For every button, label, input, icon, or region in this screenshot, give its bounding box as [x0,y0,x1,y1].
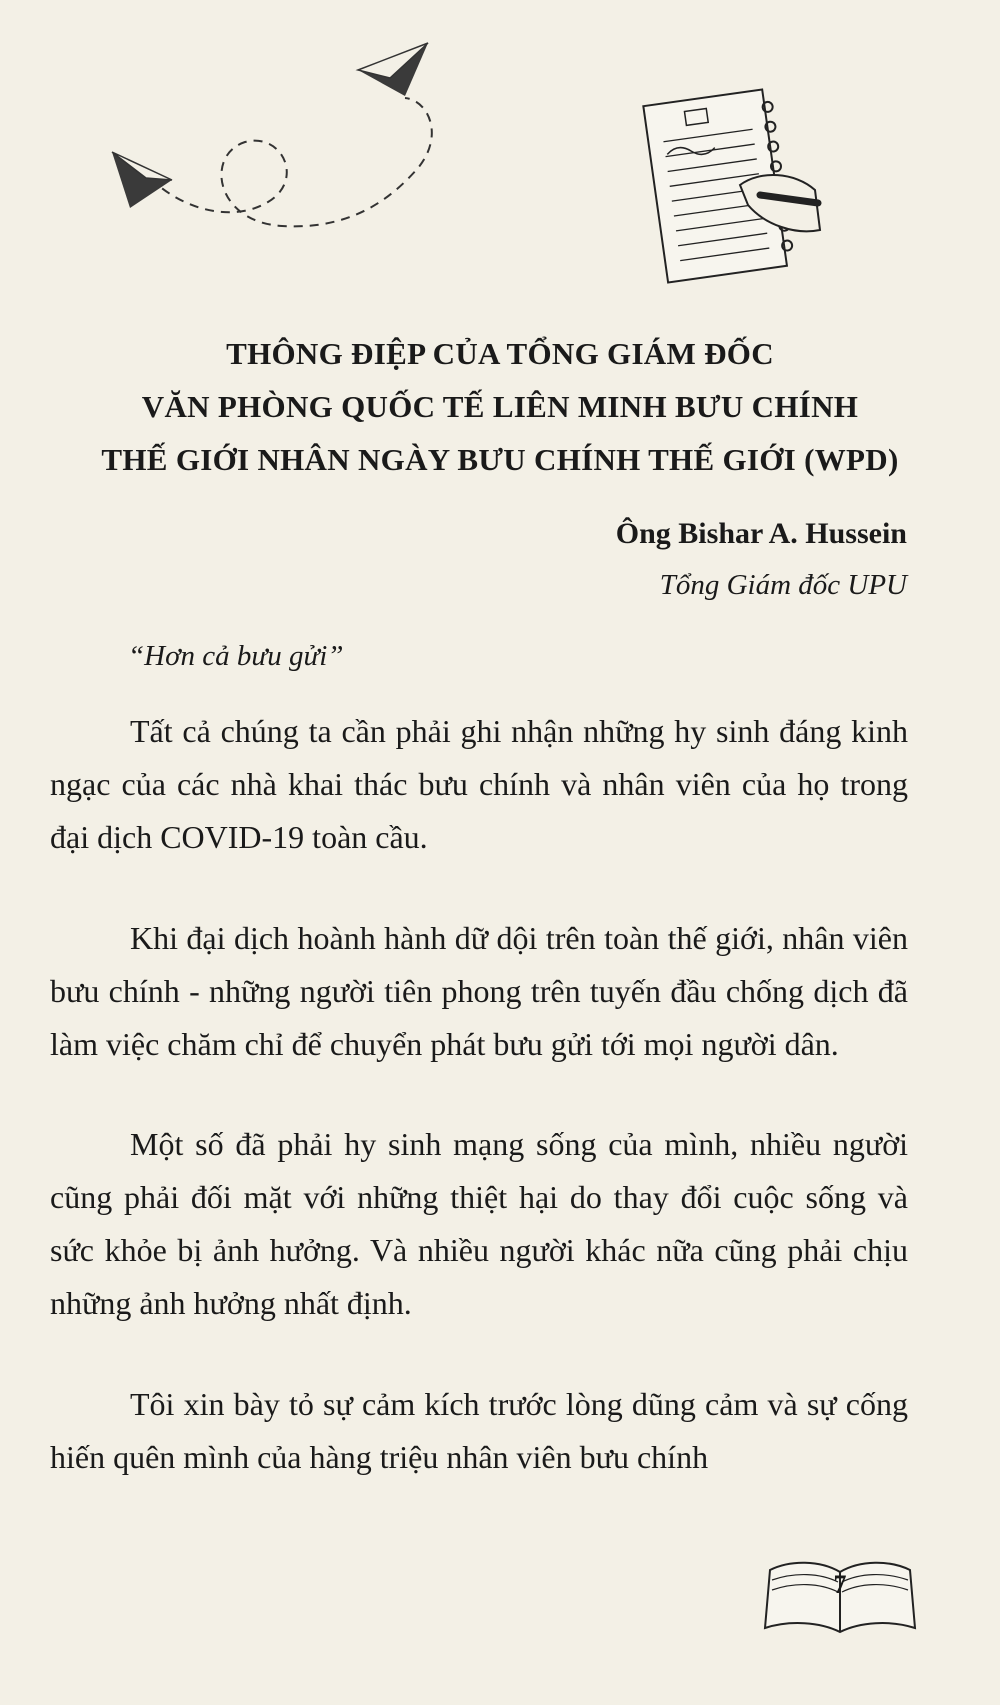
notepad-writing-hand-icon [643,88,820,282]
body-paragraph: Một số đã phải hy sinh mạng sống của mình, nhiều người cũng phải đối mặt với những thiệt hại do thay đổi cuộc sống và sức khỏe bị ảnh hưởng. Và nhiều người khác nữa cũng phải chịu những ảnh hưởng nhất định. [50,1126,908,1321]
body-paragraph: Tất cả chúng ta cần phải ghi nhận những hy sinh đáng kinh ngạc của các nhà khai thác bưu chính và nhân viên của họ trong đại dịch COVID-19 toàn cầu. [50,713,908,855]
title-line-3: THẾ GIỚI NHÂN NGÀY BƯU CHÍNH THẾ GIỚI (WPD) [101,442,899,477]
paper-plane-icon [358,43,428,96]
paper-plane-icon [112,152,172,208]
page-number: 7 [833,1570,847,1599]
author-name: Ông Bishar A. Hussein [615,517,907,550]
header-illustration [0,0,1000,330]
epigraph: “Hơn cả bưu gửi” [128,640,344,672]
body-paragraph: Khi đại dịch hoành hành dữ dội trên toàn thế giới, nhân viên bưu chính - những người tiên phong trên tuyến đầu chống dịch đã làm việc chăm chỉ để chuyển phát bưu gửi tới mọi người dân. [50,920,908,1062]
dashed-flight-path [150,98,432,226]
body-paragraph: Tôi xin bày tỏ sự cảm kích trước lòng dũng cảm và sự cống hiến quên mình của hàng triệu nhân viên bưu chính [50,1386,908,1475]
title-line-1: THÔNG ĐIỆP CỦA TỔNG GIÁM ĐỐC [226,336,774,371]
author-role: Tổng Giám đốc UPU [659,569,907,601]
title-line-2: VĂN PHÒNG QUỐC TẾ LIÊN MINH BƯU CHÍNH [141,389,859,424]
